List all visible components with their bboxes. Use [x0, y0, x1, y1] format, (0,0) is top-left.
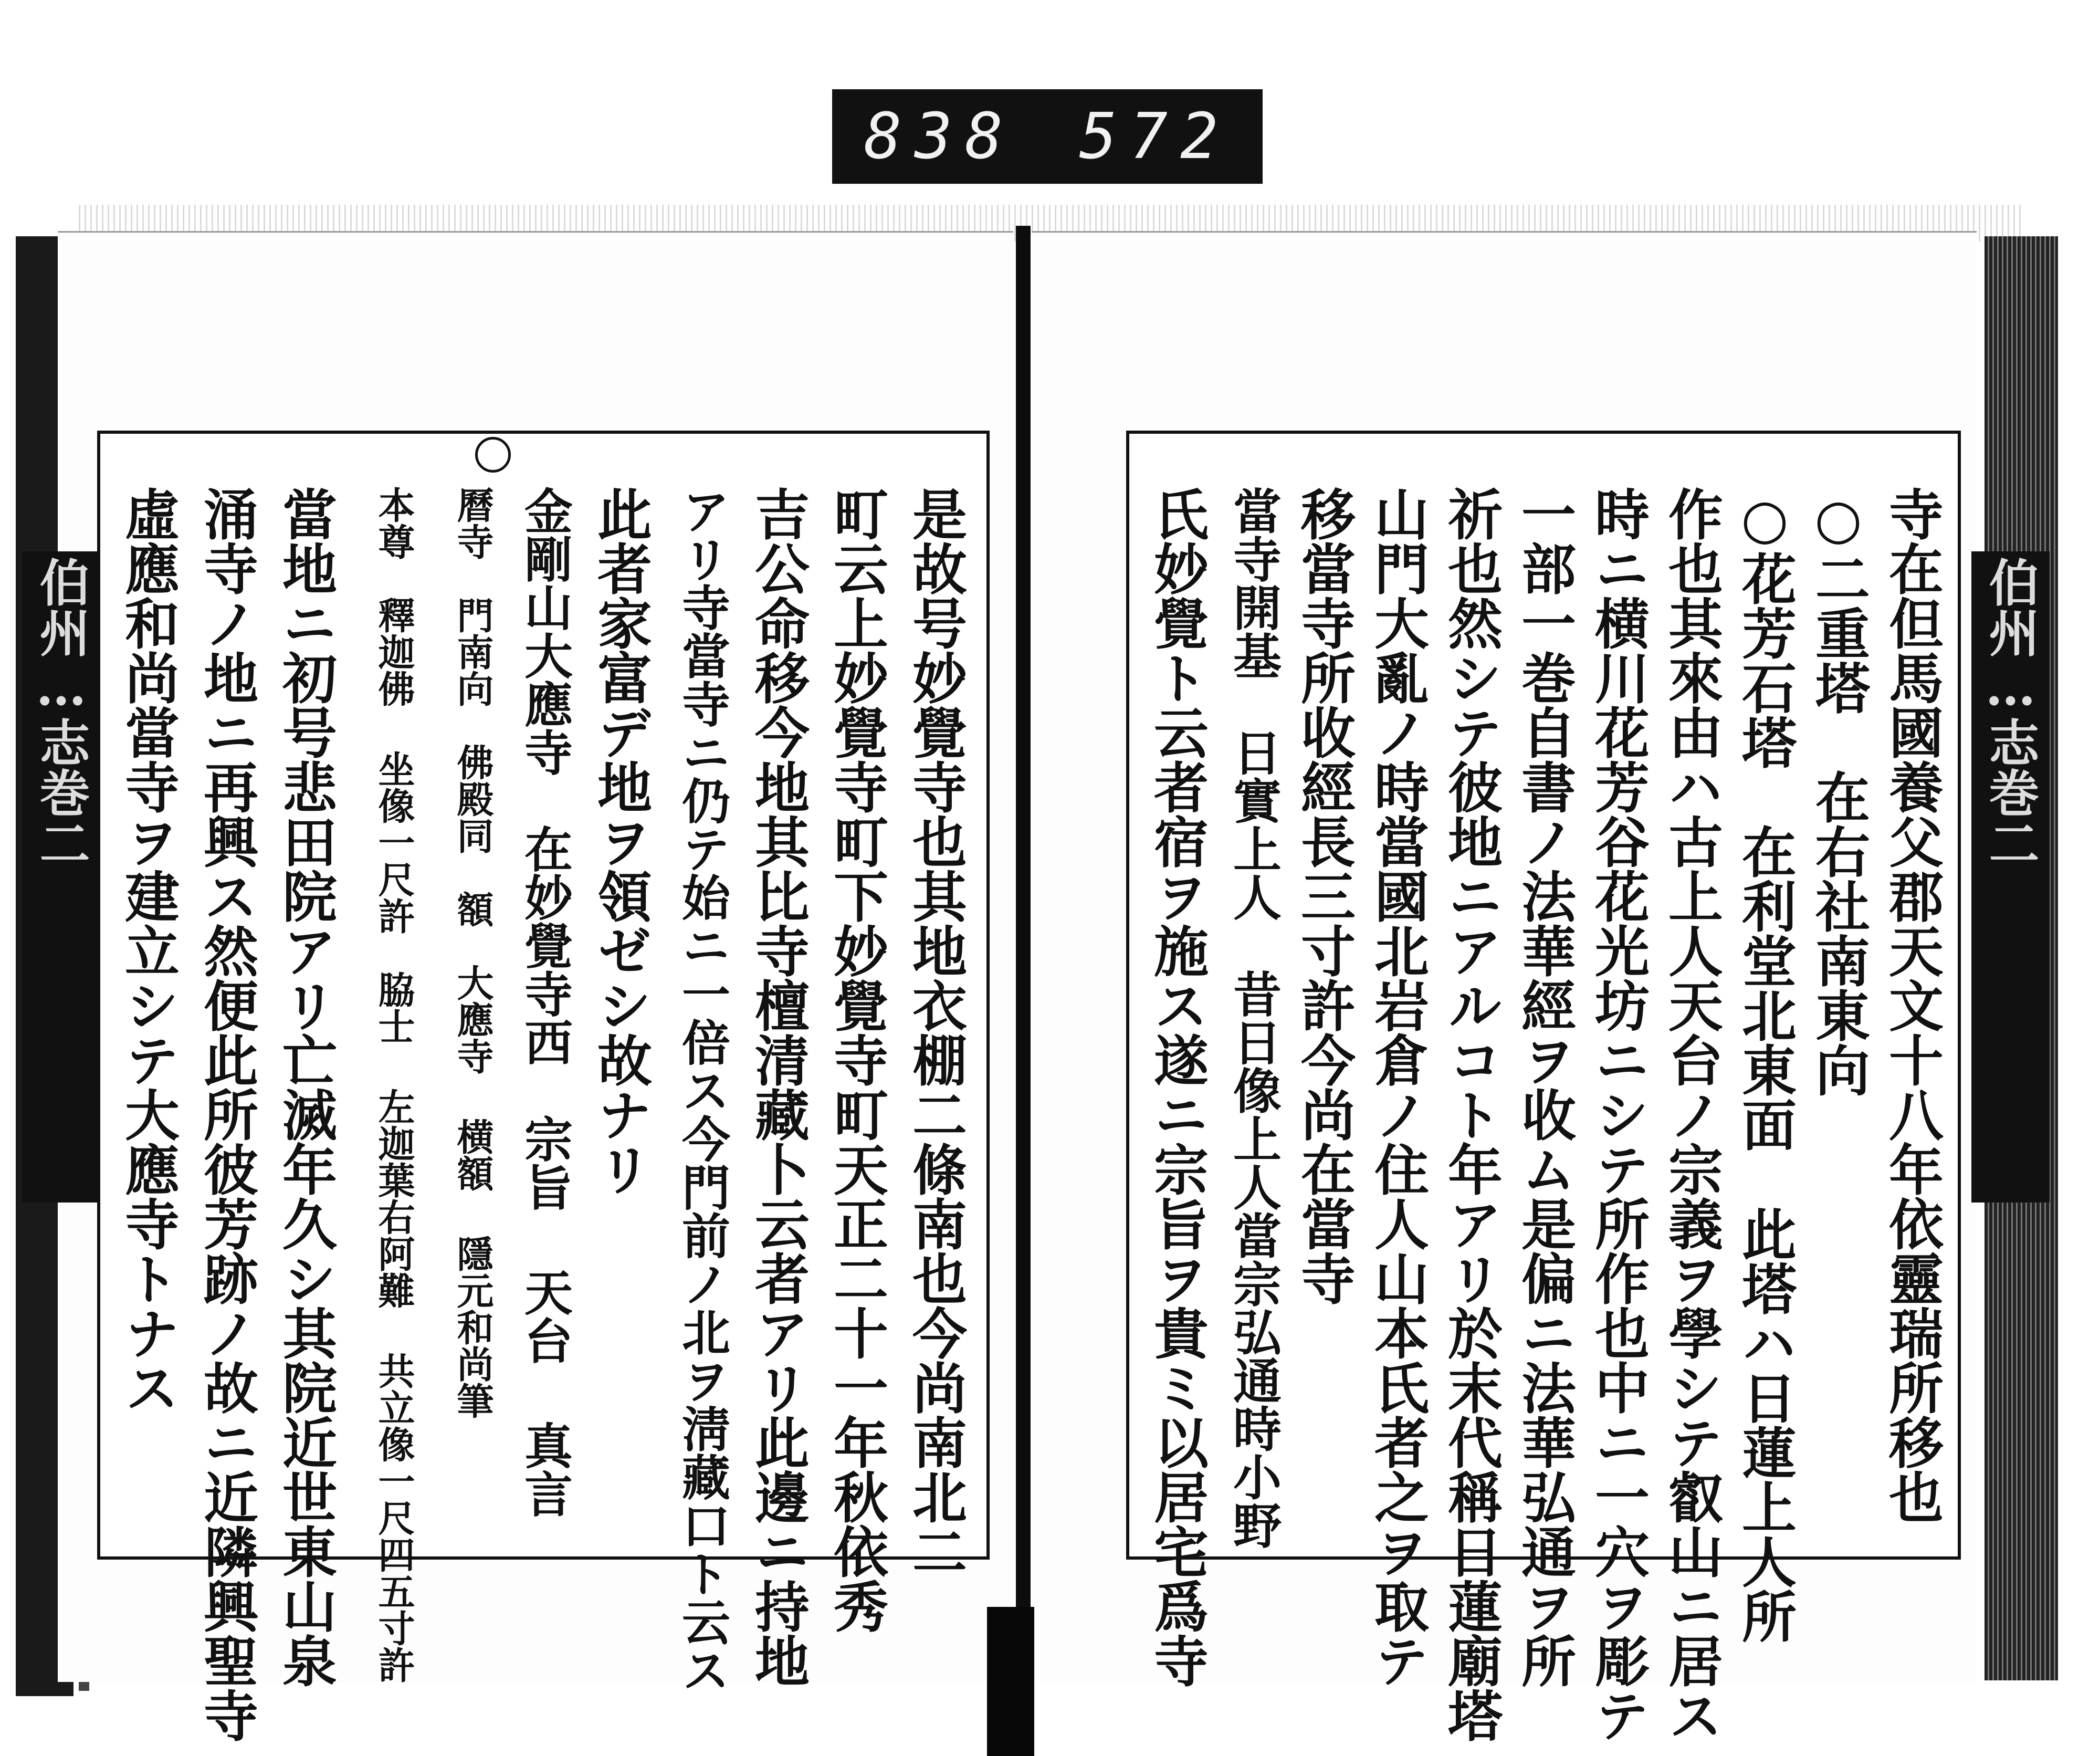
text-column: アリ寺當寺ニ仍テ始ニ一倍ス今門前ノ北ヲ淸藏口ト云ス: [674, 486, 731, 1694]
text-column: 山門大亂ノ時當國北岩倉ノ住人山本氏者之ヲ取テ: [1365, 486, 1430, 1688]
text-column: 當地ニ初号悲田院アリ亡滅年久シ其院近世東山泉: [273, 486, 338, 1688]
text-column: 寺在但馬國養父郡天文十八年依靈瑞所移也: [1880, 486, 1944, 1524]
text-column: 吉公命移今地其比寺檀清藏卜云者アリ此邊ニ持地: [746, 486, 810, 1688]
reel-number: 838: [864, 100, 1016, 173]
book-gutter-foot: [987, 1607, 1034, 1756]
frame-number: 572: [1079, 100, 1231, 173]
text-column: 金剛山大應寺 在妙覺寺西 宗旨 天台 真言: [517, 486, 573, 1518]
text-column: 町云上妙覺寺町下妙覺寺町天正二十一年秋依秀: [824, 486, 889, 1633]
text-column: 祈也然シテ彼地ニアルコト年アリ於末代稱日蓮廟塔: [1438, 486, 1503, 1742]
right-text-block: [1126, 431, 1961, 1742]
text-column: ○花芳石塔 在利堂北東面 此塔ハ日蓮上人所: [1732, 486, 1797, 1643]
film-frame-label: [832, 89, 1263, 184]
text-column: 當寺開基 日實上人 昔日像上人當宗弘通時小野: [1225, 486, 1282, 1549]
text-column: 涌寺ノ地ニ再興ス然便此所彼芳跡ノ故ニ近隣興聖寺: [194, 486, 259, 1742]
text-column: ○二重塔 在右社南東向: [1806, 486, 1871, 1097]
text-column: 氏妙覺ト云者宿ヲ施ス遂ニ宗旨ヲ貴ミ以居宅爲寺: [1144, 486, 1209, 1688]
left-page-side-label: 伯州…志巻二: [22, 551, 100, 1203]
text-column: 此者家富デ地ヲ領ゼシ故ナリ: [588, 486, 653, 1196]
text-column: 虛應和尚當寺ヲ建立シテ大應寺トナス: [116, 486, 180, 1415]
text-column: 是故号妙覺寺也其地衣棚二條南也今尚南北二: [903, 486, 968, 1579]
book-gutter: [1016, 226, 1031, 1749]
right-page-side-label: 伯州…志巻二: [1971, 551, 2050, 1203]
section-circle-marker: [475, 437, 511, 473]
text-column: 時ニ横川花芳谷花光坊ニシテ所作也中ニ一穴ヲ彫テ: [1586, 486, 1650, 1742]
text-column: 作也其來由ハ古上人天台ノ宗義ヲ學シテ叡山ニ居ス: [1659, 486, 1724, 1742]
left-text-block: [97, 431, 990, 1742]
text-column: 移當寺所收經長三寸許今尚在當寺: [1292, 486, 1356, 1305]
text-column: 曆寺 門南向 佛殿同 額 大應寺 横額 隱元和尚筆: [451, 486, 495, 1419]
text-column: 一部一巻自書ノ法華經ヲ收ム是偏ニ法華弘通ヲ所: [1512, 486, 1577, 1688]
text-column: 本尊 釋迦佛 坐像一尺許 脇士 左迦葉右阿難 共立像一尺四五寸許: [372, 486, 416, 1683]
